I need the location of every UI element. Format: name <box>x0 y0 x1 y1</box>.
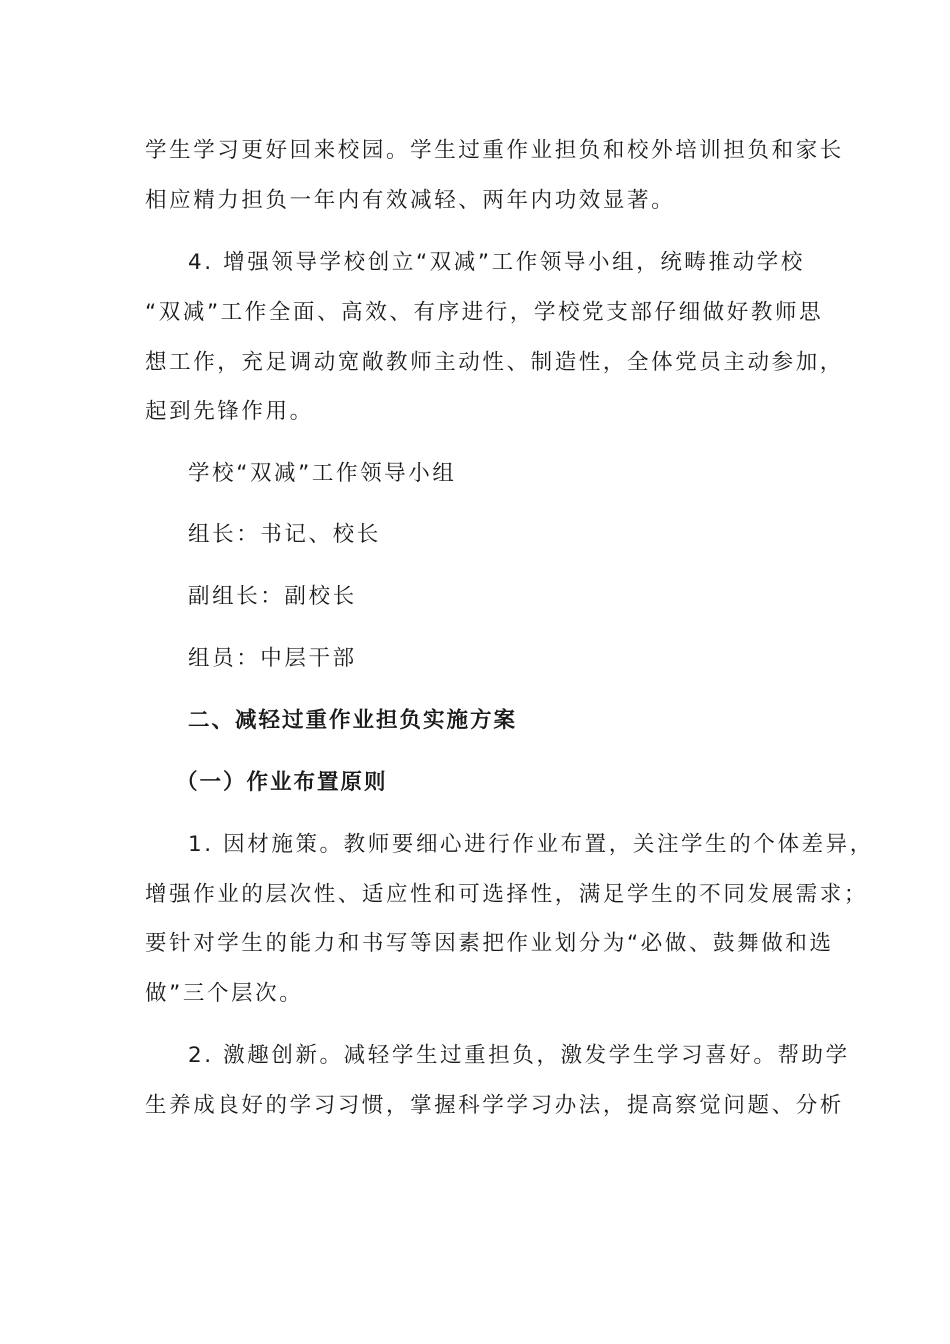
group-members: 组员：中层干部 <box>188 646 357 671</box>
paragraph-line: 生养成良好的学习习惯，掌握科学学习办法，提高察觉问题、分析 <box>145 1093 844 1118</box>
paragraph-line: 2. 激趣创新。减轻学生过重担负，激发学生学习喜好。帮助学 <box>188 1043 850 1068</box>
paragraph-line: 4. 增强领导学校创立“双减”工作领导小组，统畴推动学校 <box>188 250 805 275</box>
paragraph-line: “双减”工作全面、高效、有序进行，学校党支部仔细做好教师思 <box>145 300 824 325</box>
section-heading: 二、减轻过重作业担负实施方案 <box>188 708 518 733</box>
paragraph-line: 想工作，充足调动宽敞教师主动性、制造性，全体党员主动参加， <box>145 350 844 375</box>
group-vice-leader: 副组长：副校长 <box>188 584 357 609</box>
paragraph-line: 增强作业的层次性、适应性和可选择性，满足学生的不同发展需求； <box>145 882 869 907</box>
group-title: 学校“双减”工作领导小组 <box>188 461 457 486</box>
paragraph-line: 要针对学生的能力和书写等因素把作业划分为“必做、鼓舞做和选 <box>145 931 834 956</box>
subsection-heading: （一）作业布置原则 <box>176 770 388 795</box>
group-leader: 组长：书记、校长 <box>188 522 381 547</box>
paragraph-line: 1. 因材施策。教师要细心进行作业布置，关注学生的个体差异， <box>188 832 874 857</box>
paragraph-line: 学生学习更好回来校园。学生过重作业担负和校外培训担负和家长 <box>145 138 844 163</box>
paragraph-line: 相应精力担负一年内有效减轻、两年内功效显著。 <box>145 188 676 213</box>
paragraph-line: 起到先锋作用。 <box>145 399 314 424</box>
paragraph-line: 做”三个层次。 <box>145 981 304 1006</box>
